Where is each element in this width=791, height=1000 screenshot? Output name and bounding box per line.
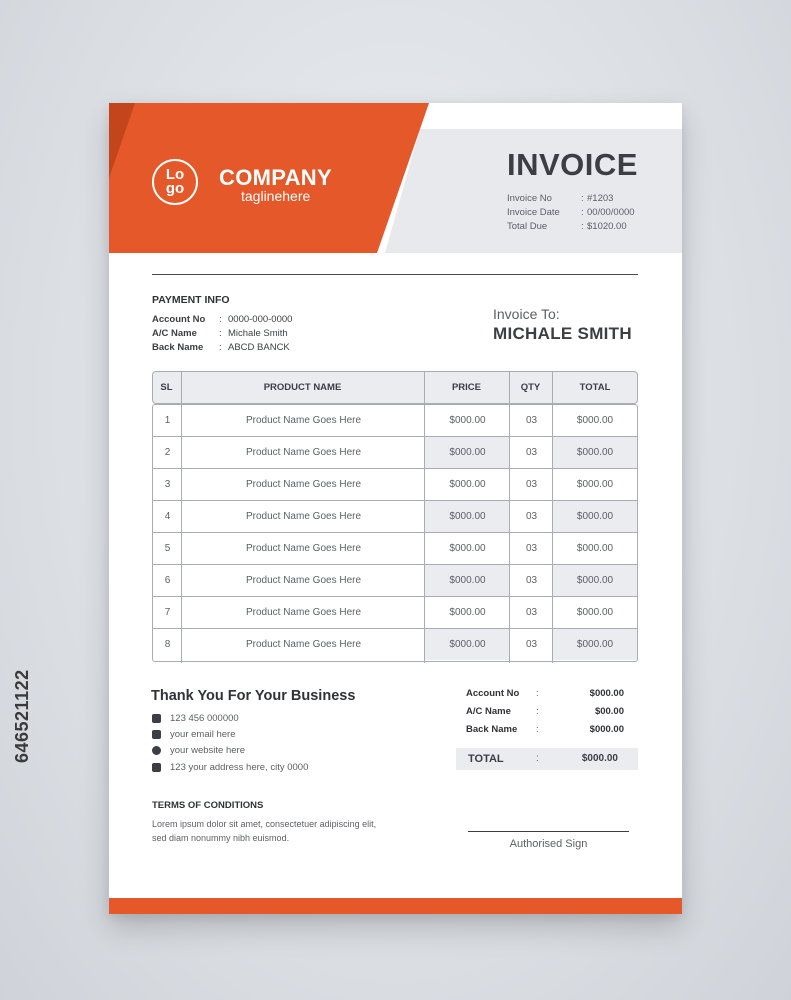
contact-text: your email here [170,729,236,740]
cell-price: $000.00 [425,437,510,468]
table-row [153,501,637,533]
cell-qty: 03 [525,447,538,458]
summary-colon: : [536,724,539,735]
contact-text: your website here [170,745,245,756]
table-row [153,437,637,469]
cell-qty: 03 [525,575,538,586]
company-name: COMPANY [219,165,332,190]
cell-total: $000.00 [553,565,637,596]
meta-value: 00/00/0000 [587,207,635,218]
cell-price: $000.00 [449,415,486,426]
invoice-title: INVOICE [507,147,638,182]
globe-icon [152,746,161,755]
cell-product: Product Name Goes Here [245,543,362,554]
meta-label: Invoice Date [507,207,560,218]
company-tagline: taglinehere [241,188,311,204]
meta-label: Total Due [507,221,548,232]
contact-text: 123 456 000000 [170,713,239,724]
cell-sl: 2 [164,447,171,458]
location-icon [152,763,161,772]
column-divider [424,405,425,663]
total-value: $000.00 [581,753,618,764]
cell-total: $000.00 [576,479,614,490]
column-divider [181,405,182,663]
col-header-product: PRODUCT NAME [263,382,342,393]
cell-qty: 03 [525,607,538,618]
table-row [153,629,637,661]
invoice-to-label: Invoice To: [493,306,560,322]
cell-qty: 03 [525,511,538,522]
cell-qty: 03 [525,543,538,554]
meta-colon: : [581,221,584,232]
total-colon: : [536,753,539,764]
meta-colon: : [581,193,584,204]
cell-product: Product Name Goes Here [245,447,362,458]
cell-total: $000.00 [576,543,614,554]
cell-total: $000.00 [553,629,637,660]
summary-value: $000.00 [589,724,624,735]
col-header-qty: QTY [520,382,541,393]
summary-value: $000.00 [589,688,624,699]
meta-label: Invoice No [507,193,552,204]
phone-icon [152,714,161,723]
cell-qty: 03 [525,415,538,426]
payment-colon: : [219,342,222,353]
cell-sl: 8 [164,639,171,650]
payment-value: Michale Smith [228,328,288,339]
cell-price: $000.00 [449,543,486,554]
payment-label: Account No [152,314,206,325]
payment-info-title: PAYMENT INFO [152,294,230,306]
payment-value: 0000-000-0000 [228,314,293,325]
cell-product: Product Name Goes Here [245,511,362,522]
cell-total: $000.00 [553,501,637,532]
cell-total: $000.00 [553,437,637,468]
meta-colon: : [581,207,584,218]
cell-product: Product Name Goes Here [245,575,362,586]
payment-label: Back Name [152,342,204,353]
summary-label: A/C Name [466,706,511,717]
total-label: TOTAL [468,753,504,765]
cell-total: $000.00 [576,607,614,618]
cell-price: $000.00 [425,565,510,596]
terms-title: TERMS OF CONDITIONS [152,800,264,811]
col-header-sl: SL [160,382,173,393]
cell-sl: 1 [164,415,171,426]
signature-line [468,831,629,832]
table-row [153,565,637,597]
cell-product: Product Name Goes Here [245,639,362,650]
stock-id-label: 646521122 [12,669,32,763]
column-divider [509,405,510,663]
items-table [152,371,638,662]
header-divider [152,274,638,275]
summary-value: $00.00 [594,706,624,717]
thank-you-heading: Thank You For Your Business [151,688,356,704]
summary-label: Back Name [466,724,518,735]
cell-product: Product Name Goes Here [245,415,362,426]
signature-label: Authorised Sign [509,838,588,850]
meta-value: $1020.00 [587,221,627,232]
column-divider [552,405,553,663]
summary-colon: : [536,688,539,699]
cell-qty: 03 [525,479,538,490]
payment-label: A/C Name [152,328,197,339]
email-icon [152,730,161,739]
cell-qty: 03 [525,639,538,650]
summary-label: Account No [466,688,520,699]
table-body [152,404,638,662]
cell-price: $000.00 [449,479,486,490]
cell-product: Product Name Goes Here [245,607,362,618]
cell-total: $000.00 [576,415,614,426]
cell-price: $000.00 [425,501,510,532]
col-header-price: PRICE [451,382,482,393]
cell-sl: 7 [164,607,171,618]
payment-colon: : [219,328,222,339]
cell-sl: 6 [164,575,171,586]
invoice-to-name: MICHALE SMITH [493,324,632,343]
meta-value: #1203 [587,193,614,204]
table-row [153,533,637,565]
logo: Lo go [152,159,198,205]
cell-price: $000.00 [449,607,486,618]
payment-colon: : [219,314,222,325]
header-white-stripe [415,103,682,129]
terms-text: Lorem ipsum dolor sit amet, consectetuer adipiscing elit, sed diam nonummy nibh euismod. [152,819,377,843]
payment-value: ABCD BANCK [228,342,290,353]
grand-total [456,748,638,770]
cell-sl: 4 [164,511,171,522]
cell-sl: 3 [164,479,171,490]
contact-text: 123 your address here, city 0000 [170,762,309,773]
table-row [153,405,637,437]
col-header-total: TOTAL [579,382,611,393]
table-row [153,597,637,629]
cell-sl: 5 [164,543,171,554]
cell-price: $000.00 [425,629,510,660]
summary-colon: : [536,706,539,717]
cell-product: Product Name Goes Here [245,479,362,490]
table-row [153,469,637,501]
invoice-page [109,103,682,914]
footer-bar [109,898,682,914]
